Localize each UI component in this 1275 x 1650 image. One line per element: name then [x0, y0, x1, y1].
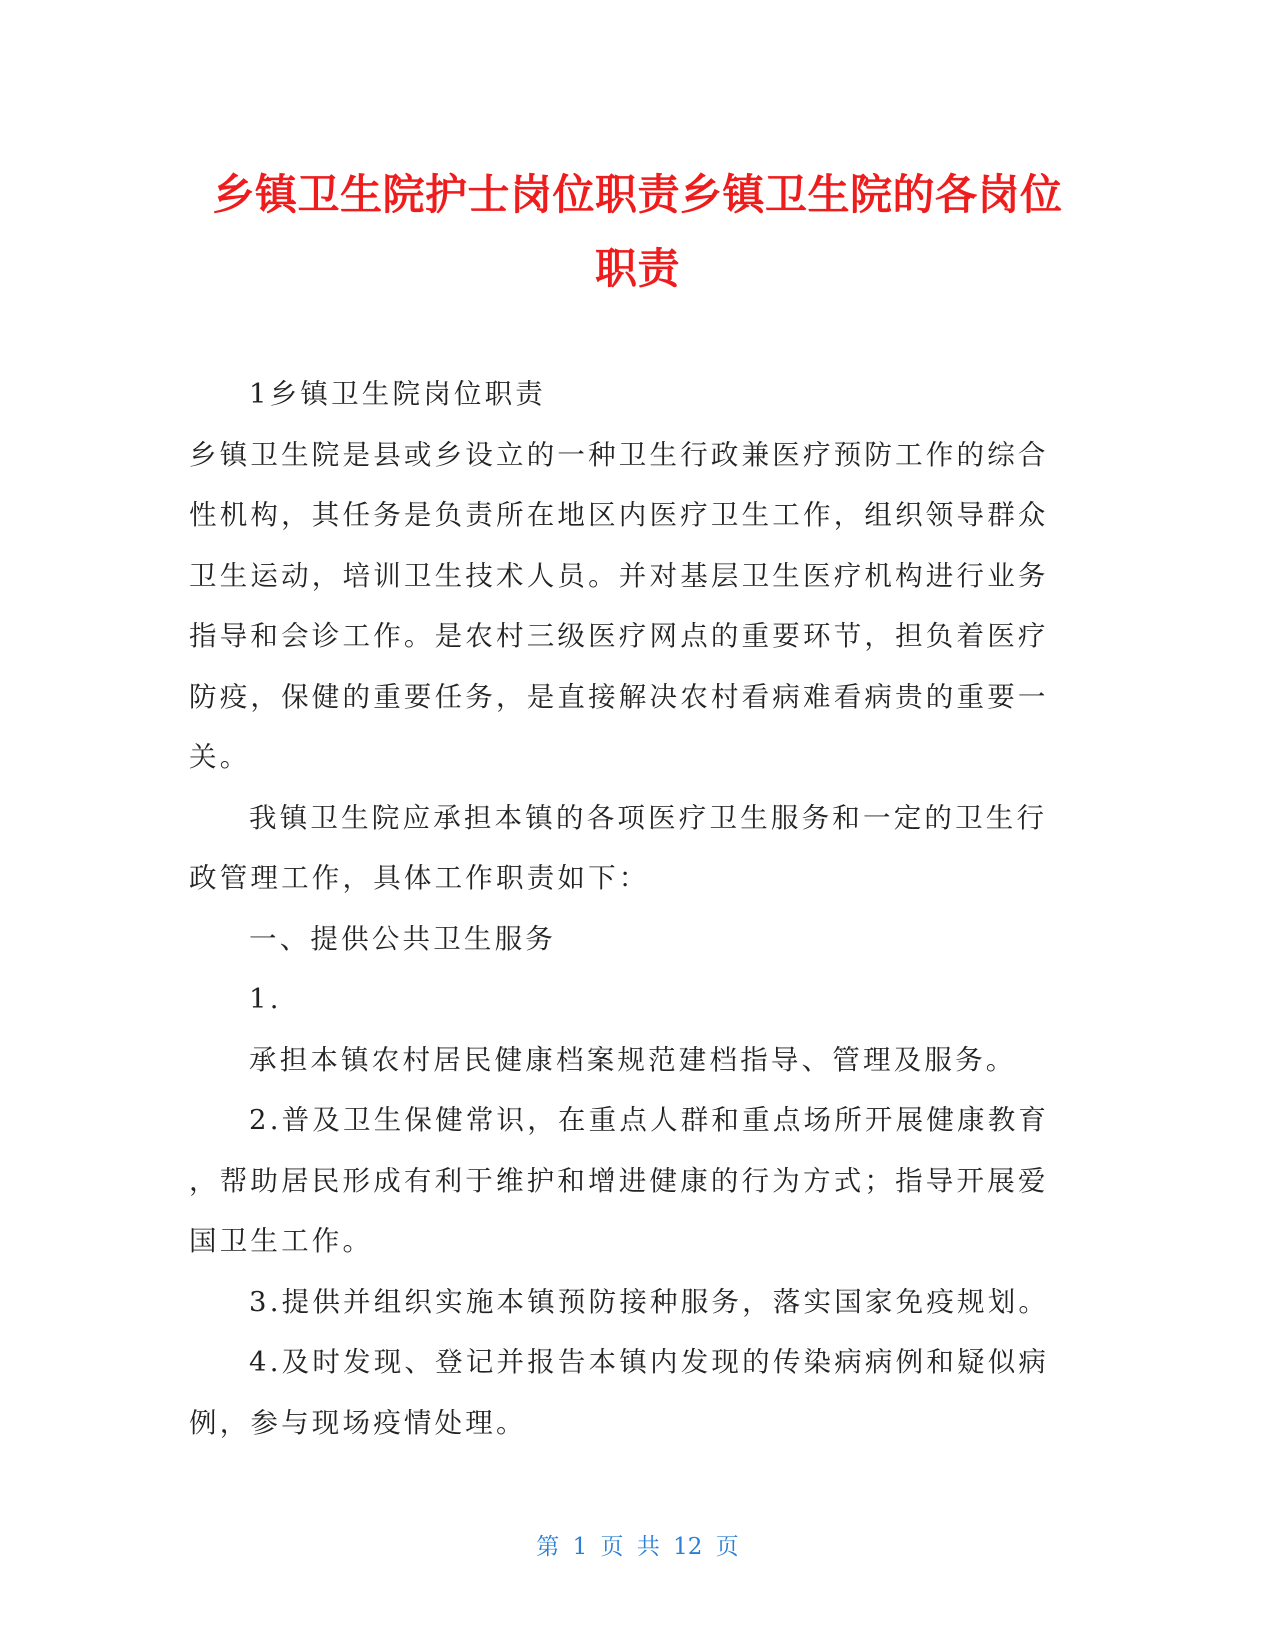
paragraph-duties — [189, 788, 1069, 909]
paragraph-line: 乡镇卫生院是县或乡设立的一种卫生行政兼医疗预防工作的综合 — [189, 438, 1049, 471]
paragraph-line: 政管理工作，具体工作职责如下： — [189, 862, 650, 894]
item-line: 例，参与现场疫情处理。 — [189, 1406, 527, 1439]
paragraph-line: 卫生运动，培训卫生技术人员。并对基层卫生医疗机构进行业务 — [189, 559, 1049, 592]
item-4 — [189, 1332, 1069, 1453]
paragraph-line: 指导和会诊工作。是农村三级医疗网点的重要环节，担负着医疗 — [189, 620, 1049, 652]
paragraph-line: 性机构，其任务是负责所在地区内医疗卫生工作，组织领导群众 — [189, 499, 1049, 531]
paragraph-line: 关。 — [189, 741, 251, 773]
document-title — [160, 158, 1115, 306]
page-number-footer: 第 1 页 共 12 页 — [536, 1534, 739, 1560]
item-line: 2.普及卫生保健常识，在重点人群和重点场所开展健康教育 — [249, 1104, 1050, 1136]
paragraph-line: 我镇卫生院应承担本镇的各项医疗卫生服务和一定的卫生行 — [249, 801, 1048, 834]
item-line: 4.及时发现、登记并报告本镇内发现的传染病病例和疑似病 — [249, 1346, 1050, 1378]
item-1-text: 承担本镇农村居民健康档案规范建档指导、管理及服务。 — [249, 1043, 1017, 1076]
section-heading: 1乡镇卫生院岗位职责 — [249, 378, 546, 410]
item-3: 3.提供并组织实施本镇预防接种服务，落实国家免疫规划。 — [249, 1285, 1050, 1318]
document-body — [189, 364, 1069, 1453]
subheading-public-health: 一、提供公共卫生服务 — [249, 922, 556, 955]
title-line-2: 职责 — [594, 244, 680, 293]
paragraph-line: 防疫，保健的重要任务，是直接解决农村看病难看病贵的重要一 — [189, 680, 1049, 713]
item-line: 国卫生工作。 — [189, 1225, 374, 1257]
item-1-number: 1. — [249, 983, 282, 1015]
paragraph-intro — [189, 425, 1069, 788]
title-line-1: 乡镇卫生院护士岗位职责乡镇卫生院的各岗位 — [212, 170, 1063, 219]
item-2 — [189, 1090, 1069, 1272]
item-line: ，帮助居民形成有利于维护和增进健康的行为方式；指导开展爱 — [189, 1164, 1049, 1197]
